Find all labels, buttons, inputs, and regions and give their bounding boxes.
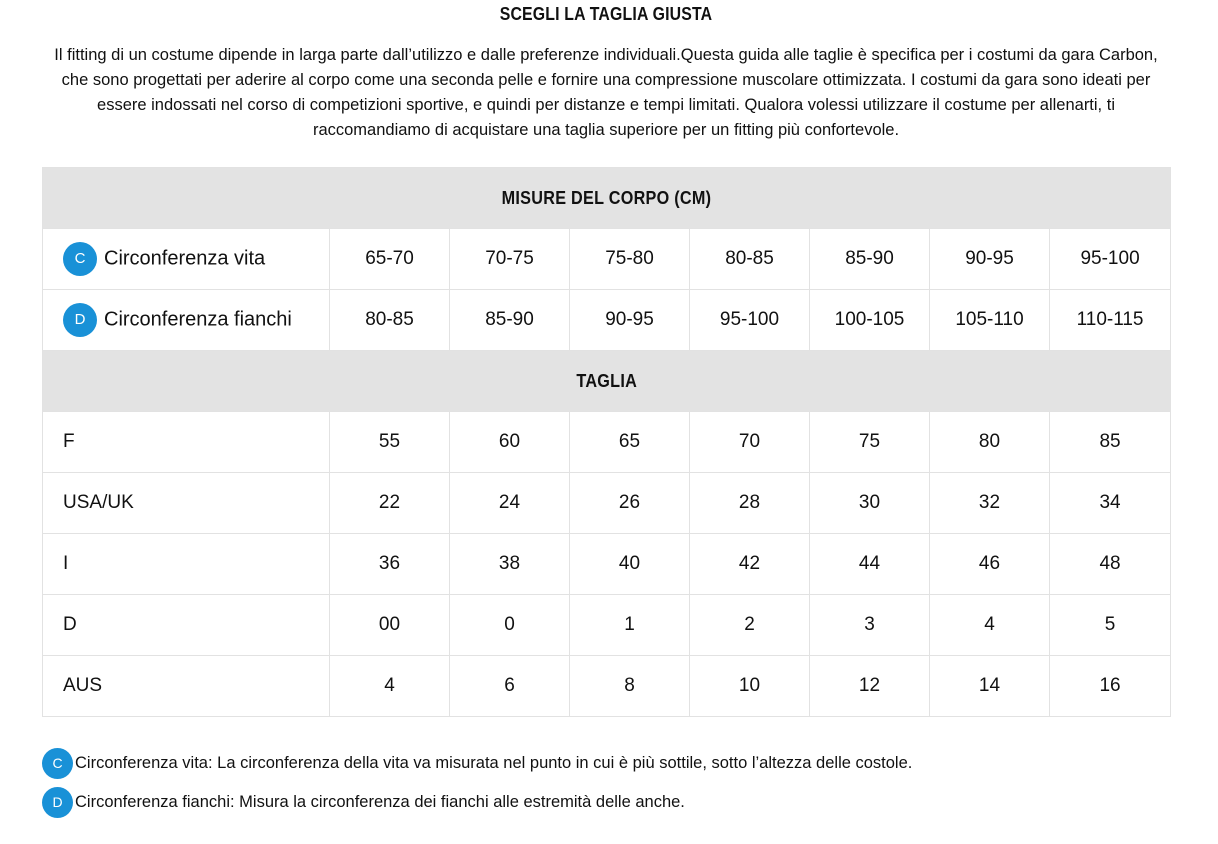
table-cell: 34 xyxy=(1050,473,1171,534)
table-cell: 30 xyxy=(810,473,930,534)
row-label: I xyxy=(63,553,69,574)
table-cell: 42 xyxy=(690,534,810,595)
table-cell: 65-70 xyxy=(330,229,450,290)
table-cell: 22 xyxy=(330,473,450,534)
note-waist-text: Circonferenza vita: La circonferenza della vita va misurata nel punto in cui è più sottile, sotto l’altezza delle costole. xyxy=(75,754,913,772)
row-label: Circonferenza vita xyxy=(104,247,266,270)
table-cell: 12 xyxy=(810,656,930,717)
table-row xyxy=(43,595,1171,656)
table-cell: 70-75 xyxy=(450,229,570,290)
row-label-cell xyxy=(43,595,330,656)
page-title: SCEGLI LA TAGLIA GIUSTA xyxy=(499,4,713,24)
row-label: D xyxy=(63,614,77,635)
row-label-cell xyxy=(43,229,330,290)
table-cell: 90-95 xyxy=(930,229,1050,290)
table-row xyxy=(43,290,1171,351)
table-row xyxy=(43,229,1171,290)
table-row xyxy=(43,412,1171,473)
table-row xyxy=(43,534,1171,595)
table-cell: 90-95 xyxy=(570,290,690,351)
row-label-cell xyxy=(43,534,330,595)
table-cell: 1 xyxy=(570,595,690,656)
table-cell: 36 xyxy=(330,534,450,595)
table-cell: 95-100 xyxy=(1050,229,1171,290)
table-cell: 44 xyxy=(810,534,930,595)
table-cell: 38 xyxy=(450,534,570,595)
table-row xyxy=(43,656,1171,717)
badge-d-icon: D xyxy=(63,303,97,337)
table-cell: 4 xyxy=(930,595,1050,656)
row-label: Circonferenza fianchi xyxy=(104,308,292,331)
section-header-sizes xyxy=(43,351,1171,412)
intro-paragraph: Il fitting di un costume dipende in larga parte dall’utilizzo e dalle preferenze individuali.Questa guida alle taglie è specifica per i costumi da gara Carbon, che sono progettati per aderire al corpo come una seconda pelle e fornire una compressione muscolare ottimizzata. I costumi da gara sono ideati per essere indossati nel corso di competizioni sportive, e quindi per distanze e tempi limitati. Qualora volessi utilizzare il costume per allenarti, ti raccomandiamo di acquistare una taglia superiore per un fitting più confortevole. xyxy=(54,46,1158,139)
table-cell: 80 xyxy=(930,412,1050,473)
badge-c-icon: C xyxy=(63,242,97,276)
table-cell: 10 xyxy=(690,656,810,717)
table-cell: 80-85 xyxy=(690,229,810,290)
table-cell: 00 xyxy=(330,595,450,656)
table-row xyxy=(43,473,1171,534)
table-cell: 85 xyxy=(1050,412,1171,473)
note-hips xyxy=(42,787,685,818)
section-header-body-measurements-label: MISURE DEL CORPO (CM) xyxy=(501,187,712,208)
table-cell: 80-85 xyxy=(330,290,450,351)
row-label-cell xyxy=(43,656,330,717)
section-header-body-measurements-cell xyxy=(43,168,1171,229)
table-cell: 70 xyxy=(690,412,810,473)
table-cell: 3 xyxy=(810,595,930,656)
table-cell: 14 xyxy=(930,656,1050,717)
table-cell: 85-90 xyxy=(450,290,570,351)
row-label: AUS xyxy=(63,675,103,696)
row-label-cell xyxy=(43,290,330,351)
badge-c-icon: C xyxy=(42,748,73,779)
table-cell: 95-100 xyxy=(690,290,810,351)
row-label-cell xyxy=(43,412,330,473)
table-cell: 0 xyxy=(450,595,570,656)
table-cell: 16 xyxy=(1050,656,1171,717)
badge-d-icon: D xyxy=(42,787,73,818)
table-cell: 46 xyxy=(930,534,1050,595)
table-cell: 60 xyxy=(450,412,570,473)
section-header-body-measurements xyxy=(43,168,1171,229)
note-hips-text: Circonferenza fianchi: Misura la circonferenza dei fianchi alle estremità delle anche. xyxy=(75,793,685,811)
table-cell: 55 xyxy=(330,412,450,473)
table-cell: 8 xyxy=(570,656,690,717)
table-cell: 4 xyxy=(330,656,450,717)
table-cell: 24 xyxy=(450,473,570,534)
row-label: USA/UK xyxy=(63,492,134,513)
table-cell: 85-90 xyxy=(810,229,930,290)
row-label-cell xyxy=(43,473,330,534)
table-cell: 75-80 xyxy=(570,229,690,290)
note-waist xyxy=(42,748,912,779)
table-cell: 40 xyxy=(570,534,690,595)
table-cell: 75 xyxy=(810,412,930,473)
section-header-sizes-label: TAGLIA xyxy=(576,370,637,391)
table-cell: 32 xyxy=(930,473,1050,534)
table-cell: 2 xyxy=(690,595,810,656)
row-label: F xyxy=(63,431,75,452)
table-cell: 105-110 xyxy=(930,290,1050,351)
size-chart-table xyxy=(42,167,1171,717)
table-cell: 110-115 xyxy=(1050,290,1171,351)
table-cell: 65 xyxy=(570,412,690,473)
table-cell: 6 xyxy=(450,656,570,717)
table-cell: 100-105 xyxy=(810,290,930,351)
section-header-sizes-cell xyxy=(43,351,1171,412)
table-cell: 28 xyxy=(690,473,810,534)
table-cell: 48 xyxy=(1050,534,1171,595)
table-cell: 26 xyxy=(570,473,690,534)
table-cell: 5 xyxy=(1050,595,1171,656)
